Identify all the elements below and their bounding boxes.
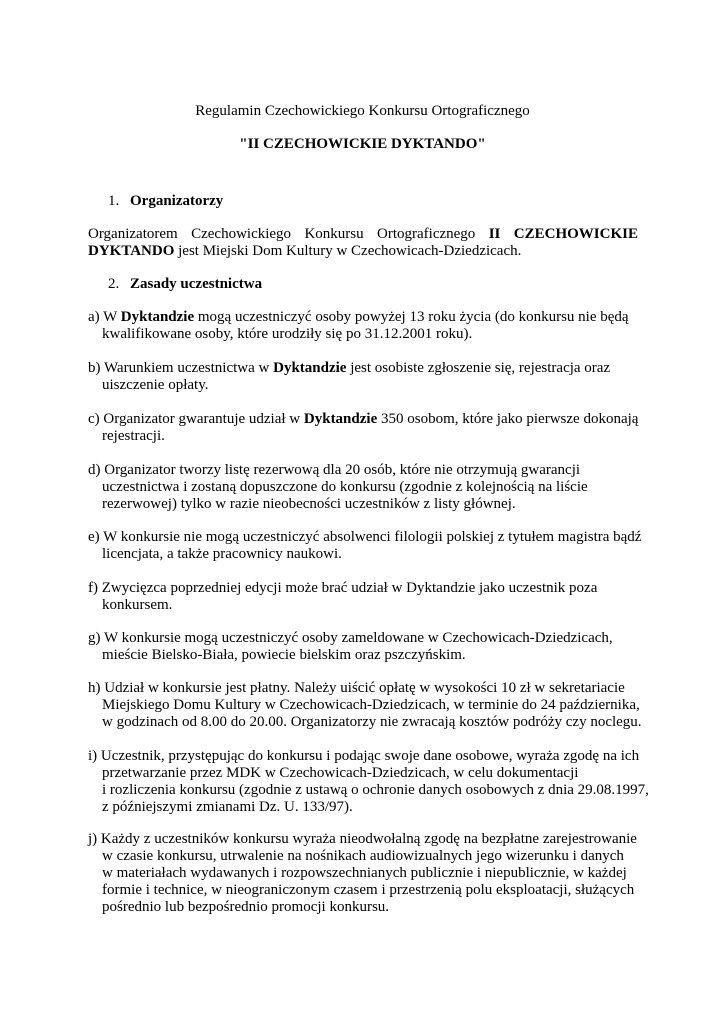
rule-line: z późniejszymi zmianami Dz. U. 133/97). — [102, 799, 353, 815]
rule-line: formie i technice, w nieograniczonym czasem i przestrzenią polu eksploatacji, służących — [102, 882, 635, 898]
rule-item-g — [88, 630, 648, 664]
rule-item-c — [88, 411, 648, 445]
organizers-text-end: jest Miejski Dom Kultury w Czechowicach-Dziedzicach. — [174, 243, 522, 259]
rule-line: uiszczenie opłaty. — [102, 377, 209, 393]
rule-item-h — [88, 680, 648, 731]
organizers-text: Organizatorem Czechowickiego Konkursu Ortograficznego — [88, 226, 489, 242]
section-title: Zasady uczestnictwa — [130, 276, 263, 292]
section-number: 1. — [108, 193, 120, 209]
rule-line: h) Udział w konkursie jest płatny. Należy uiścić opłatę w wysokości 10 zł w sekretariacie — [88, 680, 625, 696]
rule-line: uczestnictwa i zostaną dopuszczone do konkursu (zgodnie z kolejnością na liście — [102, 479, 588, 495]
rule-line: g) W konkursie mogą uczestniczyć osoby zameldowane w Czechowicach-Dziedzicach, — [88, 630, 613, 646]
rule-item-e — [88, 529, 648, 563]
rule-line: w materiałach wydawanych i rozpowszechnianych publicznie i niepublicznie, w każdej — [102, 865, 627, 881]
rule-line: w czasie konkursu, utrwalenie na nośnikach audiowizualnych jego wizerunku i danych — [102, 848, 624, 864]
rule-item-j — [88, 831, 648, 916]
rule-item-d — [88, 462, 648, 513]
rule-line: a) W Dyktandzie mogą uczestniczyć osoby powyżej 13 roku życia (do konkursu nie będą — [88, 309, 629, 325]
section-title: Organizatorzy — [130, 193, 224, 209]
rule-line: rejestracji. — [102, 428, 165, 444]
organizers-paragraph — [88, 226, 638, 260]
rule-item-b — [88, 360, 648, 394]
rule-line: i) Uczestnik, przystępując do konkursu i podając swoje dane osobowe, wyraża zgodę na ich — [88, 748, 640, 764]
rule-line: pośrednio lub bezpośrednio promocji konkursu. — [102, 899, 390, 915]
rule-line: i rozliczenia konkursu (zgodnie z ustawą o ochronie danych osobowych z dnia 29.08.1997, — [102, 782, 649, 798]
document-title: Regulamin Czechowickiego Konkursu Ortograficznego — [195, 103, 530, 119]
rule-item-a — [88, 309, 648, 343]
document-subtitle: "II CZECHOWICKIE DYKTANDO" — [239, 136, 486, 152]
rule-line: j) Każdy z uczestników konkursu wyraża nieodwołalną zgodę na bezpłatne zarejestrowanie — [88, 831, 637, 847]
rule-line: przetwarzanie przez MDK w Czechowicach-Dziedzicach, w celu dokumentacji — [102, 765, 579, 781]
rule-line: c) Organizator gwarantuje udział w Dyktandzie 350 osobom, które jako pierwsze dokonają — [88, 411, 639, 427]
rule-line: e) W konkursie nie mogą uczestniczyć absolwenci filologii polskiej z tytułem magistra bądź — [88, 529, 642, 545]
section-heading-rules — [108, 276, 262, 293]
rule-line: mieście Bielsko-Biała, powiecie bielskim oraz pszczyńskim. — [102, 647, 466, 663]
rule-line: d) Organizator tworzy listę rezerwową dla 20 osób, które nie otrzymują gwarancji — [88, 462, 581, 478]
rule-line: b) Warunkiem uczestnictwa w Dyktandzie jest osobiste zgłoszenie się, rejestracja oraz — [88, 360, 611, 376]
rule-line: w godzinach od 8.00 do 20.00. Organizatorzy nie zwracają kosztów podróży czy noclegu. — [102, 714, 642, 730]
rule-line: Miejskiego Domu Kultury w Czechowicach-Dziedzicach, w terminie do 24 października, — [102, 697, 640, 713]
rule-line: licencjata, a także pracownicy naukowi. — [102, 546, 342, 562]
rule-item-i — [88, 748, 648, 816]
section-heading-organizers — [108, 193, 223, 210]
rule-line: konkursem. — [102, 597, 173, 613]
rule-line: f) Zwycięzca poprzedniej edycji może brać udział w Dyktandzie jako uczestnik poza — [88, 580, 598, 596]
rule-line: kwalifikowane osoby, które urodziły się po 31.12.2001 roku). — [102, 326, 473, 342]
section-number: 2. — [108, 276, 120, 292]
contest-name-bold: II CZECHOWICKIE DYKTANDO — [88, 226, 638, 259]
rule-item-f — [88, 580, 648, 614]
rule-line: rezerwowej) tylko w razie nieobecności uczestników z listy głównej. — [102, 496, 516, 512]
